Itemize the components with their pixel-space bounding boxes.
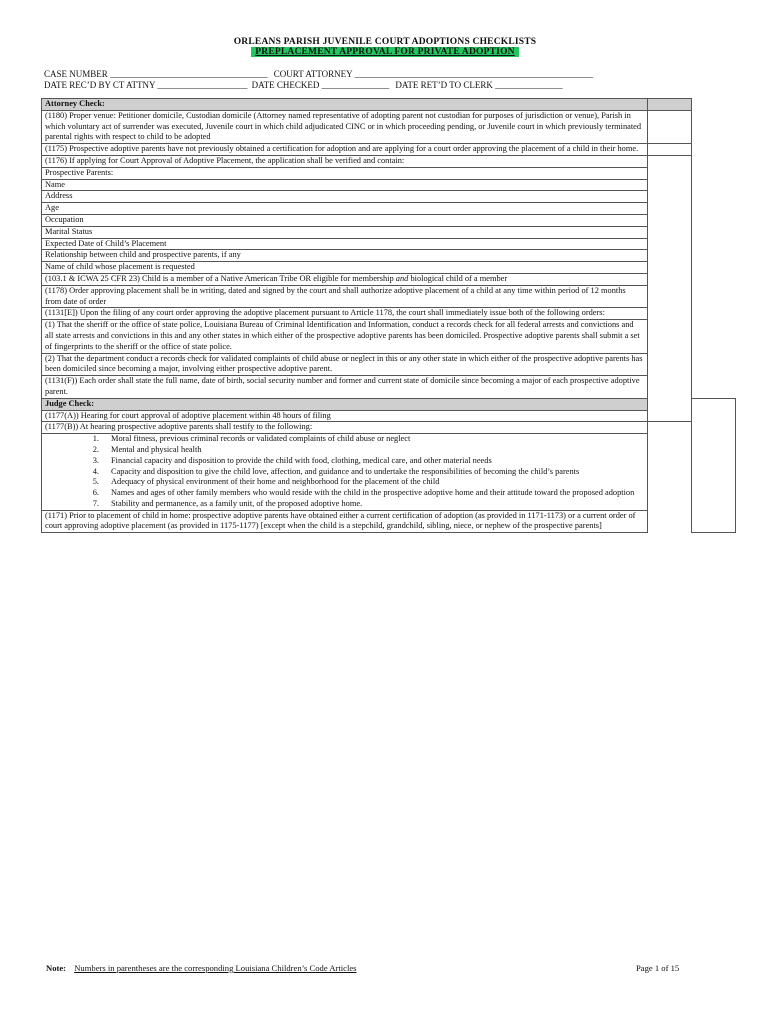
checklist-row xyxy=(42,410,736,422)
checklist-row xyxy=(42,273,736,285)
order-info-text: (1131(F)) Each order shall state the full name, date of birth, social security number and former and current state of domicile since becoming a major of each prospective adoptive parent. xyxy=(42,376,648,399)
checklist-row xyxy=(42,376,736,399)
header-row-1 xyxy=(44,69,724,79)
attorney-check-heading: Attorney Check: xyxy=(42,99,648,111)
application-item: Occupation xyxy=(42,214,648,226)
testify-item: Capacity and disposition to give the child love, affection, and guidance and to undertake the responsibilities of becoming the child’s parents xyxy=(111,466,580,476)
footer-note xyxy=(46,963,357,973)
check-box[interactable] xyxy=(648,155,692,421)
icwa-text-a: (103.1 & ICWA 25 CFR 23) Child is a member of a Native American Tribe OR eligible for membership xyxy=(45,273,396,283)
list-item xyxy=(42,434,736,445)
list-item xyxy=(42,456,736,467)
application-item: Name of child whose placement is requested xyxy=(42,262,648,274)
order-writing-text: (1178) Order approving placement shall be in writing, dated and signed by the court and shall authorize adoptive placement of a child at any time within period of 12 months from date of order xyxy=(42,285,648,308)
venue-text: (1180) Proper venue: Petitioner domicile, Custodian domicile (Attorney named representative of adopting parent not custodian for purposes of jurisdiction or venue), Parish in which voluntary act of surrender was executed, Juvenile court in which child adjudicated CINC or in which proceeding pending, or Juvenile court in which previously terminated parental rights with respect to child to be adopted xyxy=(42,110,648,143)
item-number: 2. xyxy=(92,444,99,454)
checklist-row xyxy=(42,353,736,376)
checklist-row xyxy=(42,320,736,353)
list-item xyxy=(42,445,736,456)
item-number: 5. xyxy=(92,477,99,487)
list-item xyxy=(42,226,736,238)
application-intro-text: (1176) If applying for Court Approval of Adoptive Placement, the application shall be verified and contain: xyxy=(42,155,648,167)
page-subtitle xyxy=(0,47,770,57)
testify-item: Moral fitness, previous criminal records or validated complaints of child abuse or neglect xyxy=(111,434,411,444)
list-item xyxy=(42,191,736,203)
check-box[interactable] xyxy=(692,398,736,533)
list-item xyxy=(42,477,736,488)
item-number: 7. xyxy=(92,498,99,508)
header-row-2 xyxy=(44,80,724,90)
check-box[interactable] xyxy=(648,144,692,156)
check-box[interactable] xyxy=(648,110,692,143)
list-item xyxy=(42,467,736,478)
prior-placement-text: (1171) Prior to placement of child in home: prospective adoptive parents have obtained either a current certification of adoption (as provided in 1171-1173) or a current order of court approving adoptive placement (as provided in 1175-1177) [except when the child is a stepchild, grandchild, sibling, niece, or nephew of the prospective parents] xyxy=(42,510,648,533)
checklist-row xyxy=(42,308,736,320)
item-number: 3. xyxy=(92,455,99,465)
section-header-judge xyxy=(42,398,736,410)
item-number: 6. xyxy=(92,488,99,498)
application-item: Relationship between child and prospective parents, if any xyxy=(42,250,648,262)
icwa-text-em: and xyxy=(395,273,409,283)
page-number: Page 1 of 15 xyxy=(636,963,680,973)
checklist-row xyxy=(42,155,736,167)
checklist-row xyxy=(42,110,736,143)
order-1-text: (1) That the sheriff or the office of state police, Louisiana Bureau of Criminal Identification and Information, conduct a records check for all federal arrests and convictions and all state arrests and convictions in this and any other states in which either of the prospective adoptive parents has been domiciled. Prospective adoptive parents shall submit a set of fingerprints to the sheriff or the office of state police. xyxy=(42,320,648,353)
list-item xyxy=(42,179,736,191)
list-item xyxy=(42,203,736,215)
case-number-field[interactable]: CASE NUMBER ___________________________________ xyxy=(44,69,268,79)
date-returned-field[interactable]: DATE RET’D TO CLERK _______________ xyxy=(395,80,563,90)
subtitle-highlight: PREPLACEMENT APPROVAL FOR PRIVATE ADOPTION xyxy=(251,47,518,57)
court-attorney-field[interactable]: COURT ATTORNEY _____________________________________________________ xyxy=(273,69,594,79)
note-text: Numbers in parentheses are the corresponding Louisiana Children’s Code Articles xyxy=(74,963,357,973)
hearing-text: (1177(A)) Hearing for court approval of adoptive placement within 48 hours of filing xyxy=(42,410,648,422)
testify-item: Financial capacity and disposition to provide the child with food, clothing, medical care, and other material needs xyxy=(111,455,492,465)
checklist-row xyxy=(42,422,736,434)
order-2-text: (2) That the department conduct a records check for validated complaints of child abuse or neglect in this or any other state in which either of the prospective adoptive parents has been domiciled since becoming a major, involving either prospective adoptive parent. xyxy=(42,353,648,376)
certification-text: (1175) Prospective adoptive parents have not previously obtained a certification for adoption and are applying for a court order approving the placement of a child in their home. xyxy=(42,144,648,156)
page-title: ORLEANS PARISH JUVENILE COURT ADOPTIONS CHECKLISTS xyxy=(233,37,537,47)
list-item xyxy=(42,499,736,510)
list-item xyxy=(42,214,736,226)
list-item xyxy=(42,250,736,262)
section-header-attorney xyxy=(42,99,736,111)
testify-item: Names and ages of other family members who would reside with the child in the prospective adoptive home and their attitude toward the proposed adoption xyxy=(111,488,635,498)
list-item xyxy=(42,238,736,250)
check-box[interactable] xyxy=(648,99,692,111)
testify-intro-text: (1177(B)) At hearing prospective adoptive parents shall testify to the following: xyxy=(42,422,648,434)
note-label: Note: xyxy=(46,963,67,973)
order-filing-text: (1131[E]) Upon the filing of any court order approving the adoptive placement pursuant to Article 1178, the court shall immediately issue both of the following orders: xyxy=(42,308,648,320)
list-item xyxy=(42,488,736,499)
list-item xyxy=(42,262,736,274)
application-item: Expected Date of Child’s Placement xyxy=(42,238,648,250)
testify-item: Stability and permanence, as a family unit, of the proposed adoptive home. xyxy=(111,498,363,508)
testify-item: Mental and physical health xyxy=(111,444,202,454)
icwa-text-b: biological child of a member xyxy=(408,273,508,283)
item-number: 1. xyxy=(92,434,99,444)
application-item: Prospective Parents: xyxy=(42,167,648,179)
judge-check-heading: Judge Check: xyxy=(42,398,648,410)
testify-item: Adequacy of physical environment of their home and neighborhood for the placement of the child xyxy=(111,477,440,487)
date-received-field[interactable]: DATE REC’D BY CT ATTNY ____________________ xyxy=(44,80,248,90)
application-item: Marital Status xyxy=(42,226,648,238)
list-item xyxy=(42,167,736,179)
item-number: 4. xyxy=(92,466,99,476)
date-checked-field[interactable]: DATE CHECKED _______________ xyxy=(251,80,390,90)
checklist-table xyxy=(41,98,736,533)
application-item: Age xyxy=(42,203,648,215)
checklist-row xyxy=(42,285,736,308)
checklist-row xyxy=(42,144,736,156)
application-item: Address xyxy=(42,191,648,203)
checklist-row xyxy=(42,510,736,533)
icwa-text xyxy=(42,273,648,285)
application-item: Name xyxy=(42,179,648,191)
